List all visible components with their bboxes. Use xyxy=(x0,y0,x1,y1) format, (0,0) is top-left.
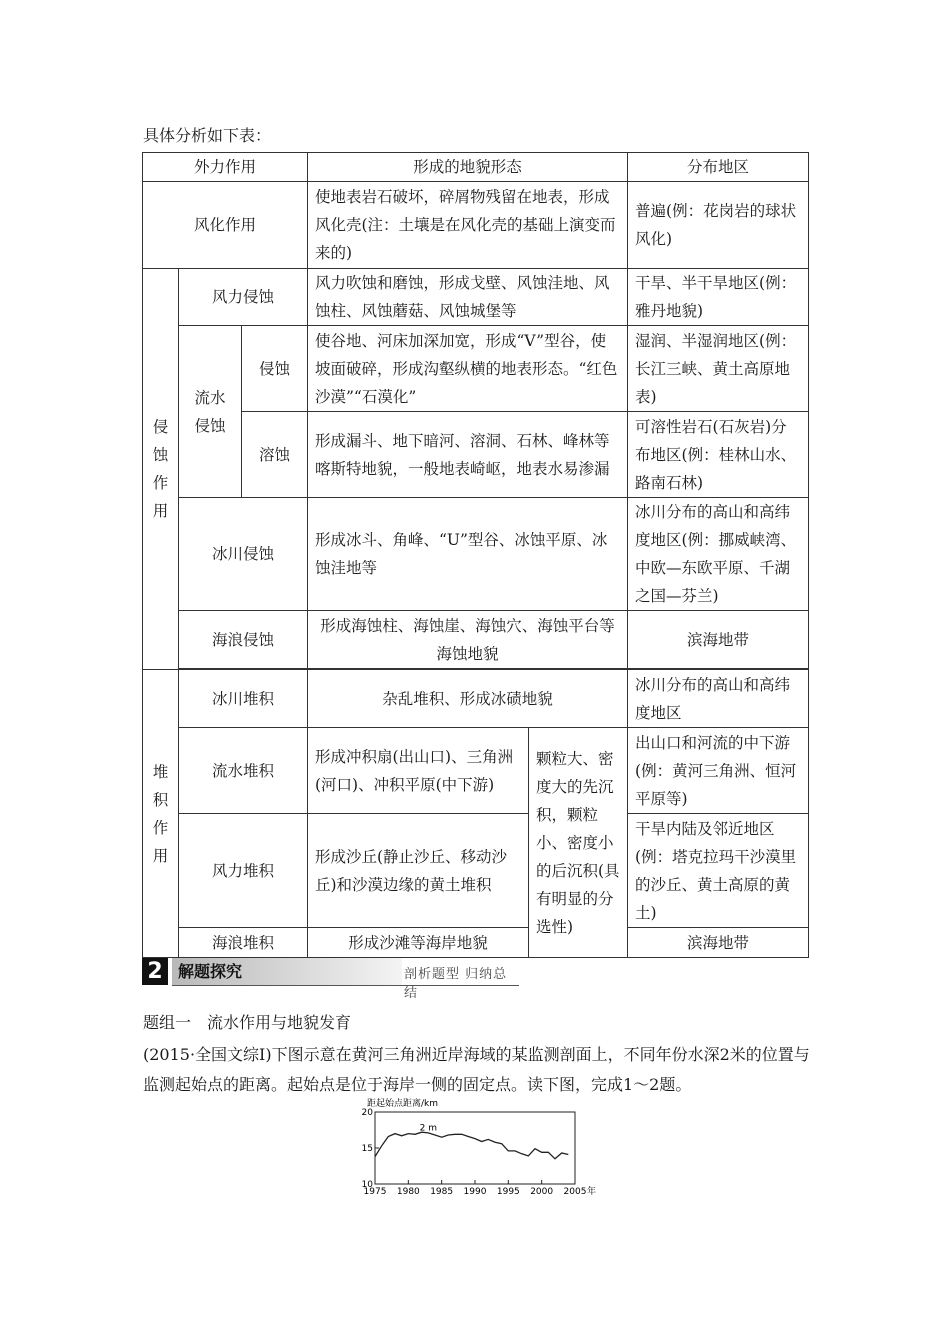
section-underline xyxy=(172,985,519,986)
intro-text: 具体分析如下表： xyxy=(143,126,272,145)
x-tick-label: 1980 xyxy=(396,1187,420,1197)
x-tick-label: 1985 xyxy=(430,1187,454,1197)
wind-deposit-area: 干旱内陆及邻近地区(例：塔克拉玛干沙漠里的沙丘、黄土高原的黄土) xyxy=(628,814,809,928)
table-row xyxy=(143,611,809,669)
y-axis-label: 距起始点距离/km xyxy=(367,1099,439,1109)
water-erosion-group-label: 流水侵蚀 xyxy=(179,326,242,498)
x-tick-label: 1975 xyxy=(363,1187,387,1197)
table-header-row xyxy=(143,153,809,182)
question-group-title: 题组一 流水作用与地貌发育 xyxy=(143,1013,352,1032)
wave-erosion-name: 海浪侵蚀 xyxy=(179,611,308,669)
deposition-group-label: 堆积作用 xyxy=(143,670,179,958)
x-tick-label: 2005 xyxy=(563,1187,587,1197)
section-header xyxy=(142,958,519,1001)
glacier-deposit-area: 冰川分布的高山和高纬度地区 xyxy=(628,670,809,728)
distance-line-chart xyxy=(355,1090,605,1202)
x-tick-label: 1990 xyxy=(463,1187,487,1197)
water-deposit-form: 形成冲积扇(出山口)、三角洲(河口)、冲积平原(中下游) xyxy=(308,728,529,814)
water-erosion-name: 侵蚀 xyxy=(242,326,308,412)
water-deposit-area: 出山口和河流的中下游(例：黄河三角洲、恒河平原等) xyxy=(628,728,809,814)
landform-table xyxy=(142,152,809,958)
x-tick-label: 2000 xyxy=(530,1187,554,1197)
water-erosion-area: 湿润、半湿润地区(例：长江三峡、黄土高原地表) xyxy=(628,326,809,412)
series-line xyxy=(375,1132,568,1159)
wave-erosion-area: 滨海地带 xyxy=(628,611,809,669)
solution-form: 形成漏斗、地下暗河、溶洞、石林、峰林等喀斯特地貌，一般地表崎岖，地表水易渗漏 xyxy=(308,412,628,498)
solution-area: 可溶性岩石(石灰岩)分布地区(例：桂林山水、路南石林) xyxy=(628,412,809,498)
wind-deposit-name: 风力堆积 xyxy=(179,814,308,928)
y-tick-label: 20 xyxy=(361,1108,373,1118)
plot-frame xyxy=(375,1112,575,1184)
wind-deposit-form: 形成沙丘(静止沙丘、移动沙丘)和沙漠边缘的黄土堆积 xyxy=(308,814,529,928)
table-row xyxy=(143,728,809,814)
x-axis-label: 年 xyxy=(587,1187,597,1197)
table-row xyxy=(143,670,809,728)
wind-erosion-name: 风力侵蚀 xyxy=(179,269,308,326)
header-form: 形成的地貌形态 xyxy=(308,153,628,182)
wave-deposit-area: 滨海地带 xyxy=(628,928,809,958)
glacier-erosion-area: 冰川分布的高山和高纬度地区(例：挪威峡湾、中欧—东欧平原、千湖之国—芬兰) xyxy=(628,498,809,611)
line-annotation: 2 m xyxy=(419,1123,438,1134)
table-row xyxy=(143,412,809,498)
y-tick-label: 15 xyxy=(361,1144,373,1154)
glacier-erosion-name: 冰川侵蚀 xyxy=(179,498,308,611)
table-row xyxy=(143,182,809,269)
wave-erosion-form: 形成海蚀柱、海蚀崖、海蚀穴、海蚀平台等海蚀地貌 xyxy=(308,611,628,669)
table-row xyxy=(143,928,809,958)
water-deposit-name: 流水堆积 xyxy=(179,728,308,814)
table-row xyxy=(143,326,809,412)
sorting-note: 颗粒大、密度大的先沉积，颗粒小、密度小的后沉积(具有明显的分选性) xyxy=(529,728,628,958)
glacier-erosion-form: 形成冰斗、角峰、“U”型谷、冰蚀平原、冰蚀洼地等 xyxy=(308,498,628,611)
table-row xyxy=(143,814,809,928)
y-tick-label: 10 xyxy=(361,1180,373,1190)
section-title: 解题探究 xyxy=(172,958,402,985)
header-area: 分布地区 xyxy=(628,153,809,182)
table-row xyxy=(143,498,809,611)
wave-deposit-form: 形成沙滩等海岸地貌 xyxy=(308,928,529,958)
section-number: 2 xyxy=(142,958,168,985)
water-erosion-form: 使谷地、河床加深加宽，形成“V”型谷，使坡面破碎，形成沟壑纵横的地表形态。“红色沙漠”“石漠化” xyxy=(308,326,628,412)
weathering-area: 普遍(例：花岗岩的球状风化) xyxy=(628,182,809,269)
weathering-name: 风化作用 xyxy=(143,182,308,269)
erosion-group-label: 侵蚀作用 xyxy=(143,269,179,670)
weathering-form: 使地表岩石破坏，碎屑物残留在地表，形成风化壳(注：土壤是在风化壳的基础上演变而来的) xyxy=(308,182,628,269)
wave-deposit-name: 海浪堆积 xyxy=(179,928,308,958)
solution-name: 溶蚀 xyxy=(242,412,308,498)
header-force: 外力作用 xyxy=(143,153,308,182)
table-row xyxy=(143,269,809,326)
glacier-deposit-name: 冰川堆积 xyxy=(179,670,308,728)
question-intro: (2015·全国文综Ⅰ)下图示意在黄河三角洲近岸海域的某监测剖面上，不同年份水深2米的位置与监测起始点的距离。起始点是位于海岸一侧的固定点。读下图，完成1～2题。 xyxy=(143,1045,810,1094)
wind-erosion-area: 干旱、半干旱地区(例：雅丹地貌) xyxy=(628,269,809,326)
glacier-deposit-form: 杂乱堆积、形成冰碛地貌 xyxy=(308,670,628,728)
section-subtitle: 剖析题型 归纳总结 xyxy=(404,967,508,1001)
x-tick-label: 1995 xyxy=(496,1187,520,1197)
wind-erosion-form: 风力吹蚀和磨蚀，形成戈壁、风蚀洼地、风蚀柱、风蚀蘑菇、风蚀城堡等 xyxy=(308,269,628,326)
